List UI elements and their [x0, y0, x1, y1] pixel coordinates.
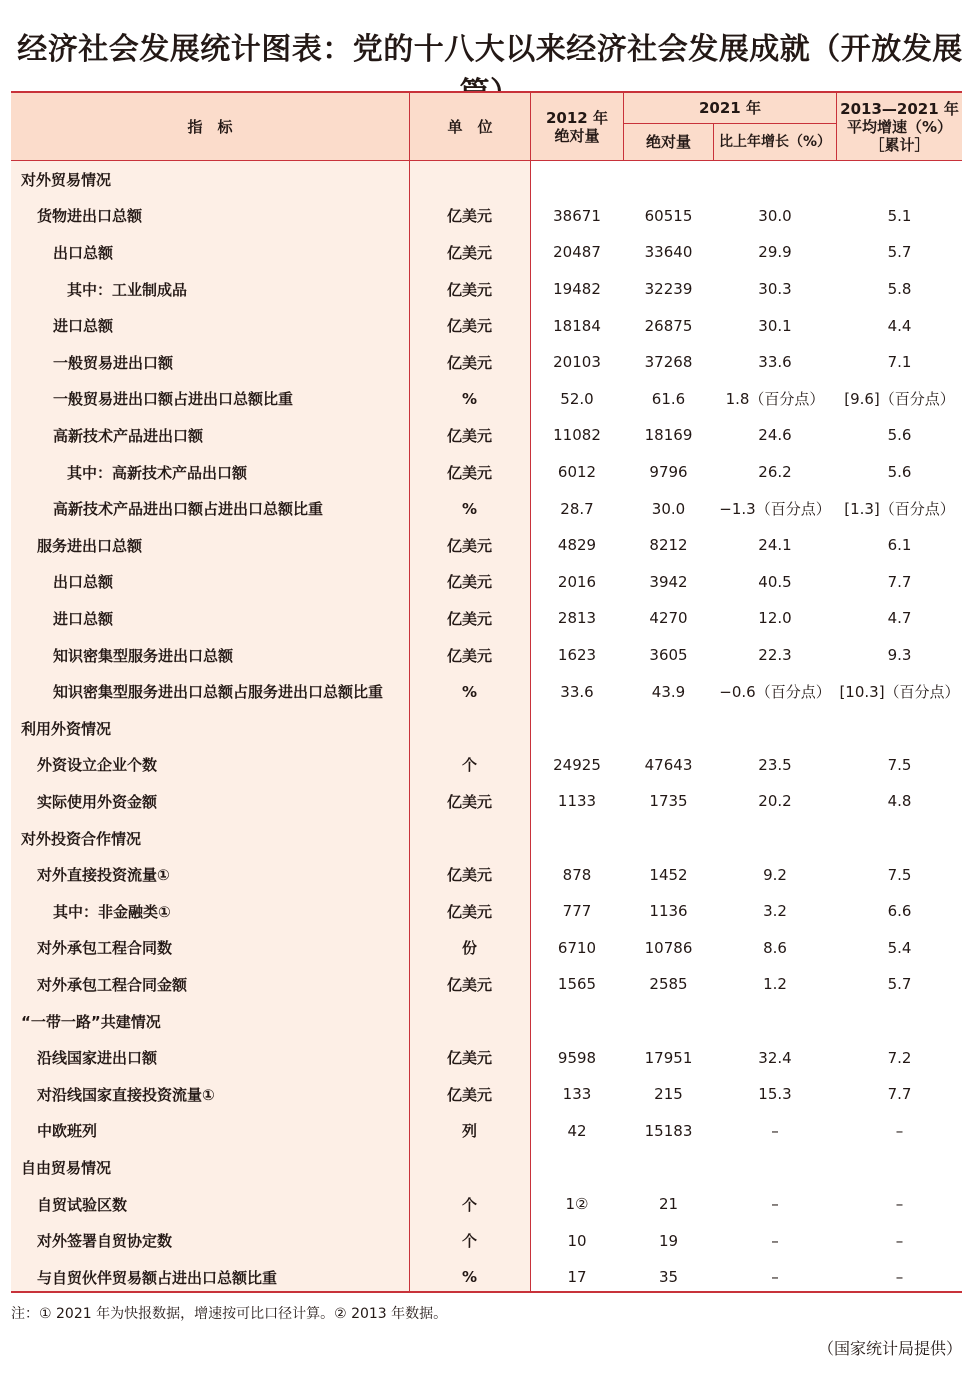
value-2012-cell	[531, 1149, 623, 1186]
value-2021-cell	[624, 820, 713, 857]
unit-cell	[409, 161, 530, 198]
growth-cell: 24.6	[758, 426, 792, 445]
avg-growth-cell: 5.6	[887, 426, 912, 445]
avg-growth-cell: –	[895, 1195, 904, 1214]
value-2012-cell: 10	[567, 1231, 587, 1250]
unit-cell	[409, 820, 530, 857]
indicator-cell: 货物进出口总额	[37, 207, 143, 226]
unit-cell: 亿美元	[446, 317, 492, 336]
unit-cell: 亿美元	[446, 463, 492, 482]
indicator-cell: 进口总额	[53, 609, 114, 628]
growth-cell	[714, 161, 836, 198]
growth-cell: 29.9	[758, 243, 792, 262]
growth-cell	[714, 710, 836, 747]
growth-cell: 1.8（百分点）	[725, 390, 825, 409]
source-credit: （国家统计局提供）	[817, 1339, 962, 1358]
header-unit: 单 位	[447, 117, 493, 136]
value-2021-cell: 8212	[649, 536, 688, 555]
unit-cell: 亿美元	[446, 609, 492, 628]
value-2021-cell: 4270	[649, 609, 688, 628]
value-2021-cell: 17951	[644, 1048, 693, 1067]
indicator-cell: 对外承包工程合同数	[37, 939, 173, 958]
table-row	[11, 381, 962, 418]
table-row	[11, 747, 962, 784]
growth-cell: 1.2	[763, 975, 787, 994]
value-2012-cell: 4829	[557, 536, 597, 555]
value-2012-cell: 33.6	[560, 682, 594, 701]
header-2012-abs: 绝对量	[554, 126, 600, 145]
unit-cell: %	[461, 389, 478, 408]
avg-growth-cell: [10.3]（百分点）	[839, 683, 960, 702]
growth-cell: −1.3（百分点）	[719, 500, 831, 519]
table-row	[11, 893, 962, 930]
unit-cell: %	[461, 1268, 478, 1287]
value-2021-cell: 215	[654, 1085, 683, 1104]
value-2021-cell	[624, 710, 713, 747]
table-row	[11, 271, 962, 308]
value-2021-cell: 1452	[649, 865, 688, 884]
growth-cell: –	[771, 1268, 779, 1287]
value-2021-cell: 1735	[649, 792, 688, 811]
header-avg-rate: 平均增速（%）	[846, 117, 953, 136]
growth-cell: 30.1	[758, 316, 792, 335]
avg-growth-cell: 5.1	[887, 206, 912, 225]
value-2021-cell: 19	[658, 1231, 679, 1250]
table-row	[11, 564, 962, 601]
indicator-cell: 实际使用外资金额	[37, 792, 158, 811]
table-row	[11, 1186, 962, 1223]
indicator-cell: 对外直接投资流量①	[37, 866, 170, 885]
unit-cell: 列	[461, 1122, 477, 1141]
indicator-cell: 自由贸易情况	[21, 1158, 112, 1177]
value-2012-cell: 1623	[557, 646, 597, 665]
unit-cell: 亿美元	[446, 353, 492, 372]
table-row	[11, 1149, 962, 1186]
indicator-cell: 外资设立企业个数	[37, 756, 158, 775]
avg-growth-cell: [1.3]（百分点）	[844, 500, 955, 519]
value-2021-cell: 33640	[644, 243, 693, 262]
unit-cell: 份	[461, 939, 477, 958]
value-2012-cell: 20487	[553, 243, 601, 262]
indicator-cell: 与自贸伙伴贸易额占进出口总额比重	[37, 1268, 278, 1287]
unit-cell: 亿美元	[446, 280, 492, 299]
indicator-cell: 一般贸易进出口额	[53, 353, 174, 372]
value-2012-cell: 9598	[557, 1048, 597, 1067]
table-row	[11, 966, 962, 1003]
avg-growth-cell: [9.6]（百分点）	[844, 390, 955, 409]
header-avg-years: 2013—2021 年	[840, 99, 959, 118]
value-2021-cell: 15183	[644, 1121, 693, 1140]
value-2021-cell: 35	[658, 1268, 679, 1287]
table-row	[11, 856, 962, 893]
indicator-cell: 一般贸易进出口额占进出口总额比重	[53, 390, 294, 409]
indicator-cell: 其中：高新技术产品出口额	[67, 463, 248, 482]
value-2012-cell: 133	[562, 1085, 592, 1104]
unit-cell: 个	[461, 1232, 477, 1251]
growth-cell: 12.0	[758, 609, 792, 628]
indicator-cell: 对外承包工程合同金额	[37, 975, 188, 994]
value-2021-cell: 60515	[644, 206, 693, 225]
avg-growth-cell: 7.2	[887, 1048, 912, 1067]
value-2021-cell	[624, 161, 713, 198]
unit-cell: 亿美元	[446, 536, 492, 555]
table-row	[11, 1113, 962, 1150]
avg-growth-cell: –	[895, 1231, 904, 1250]
growth-cell: 22.3	[758, 646, 792, 665]
indicator-cell: 对外贸易情况	[21, 170, 112, 189]
avg-growth-cell	[837, 1149, 962, 1186]
growth-cell: 30.3	[758, 280, 792, 299]
avg-growth-cell: 5.6	[887, 463, 912, 482]
growth-cell	[714, 820, 836, 857]
growth-cell: 33.6	[758, 353, 792, 372]
growth-cell: 30.0	[758, 206, 792, 225]
table-row	[11, 527, 962, 564]
growth-cell: –	[771, 1195, 779, 1214]
growth-cell: 24.1	[758, 536, 792, 555]
growth-cell: 32.4	[758, 1048, 792, 1067]
indicator-cell: 其中：工业制成品	[67, 280, 188, 299]
table-row	[11, 673, 962, 710]
header-2012	[531, 93, 623, 160]
avg-growth-cell: –	[895, 1121, 904, 1140]
header-avg	[837, 93, 962, 160]
indicator-cell: 利用外资情况	[21, 719, 112, 738]
indicator-cell: 沿线国家进出口额	[37, 1049, 158, 1068]
table-row	[11, 307, 962, 344]
value-2012-cell	[531, 1003, 623, 1040]
avg-growth-cell: 6.1	[887, 536, 912, 555]
value-2021-cell: 2585	[649, 975, 688, 994]
indicator-cell: 出口总额	[53, 573, 114, 592]
growth-cell: 8.6	[763, 938, 787, 957]
unit-cell: 亿美元	[446, 902, 492, 921]
value-2021-cell: 26875	[644, 316, 693, 335]
table-row	[11, 1076, 962, 1113]
growth-cell: −0.6（百分点）	[719, 683, 831, 702]
value-2012-cell: 878	[562, 865, 592, 884]
value-2021-cell: 9796	[649, 463, 688, 482]
avg-growth-cell: 7.5	[887, 755, 912, 774]
avg-growth-cell: 7.7	[887, 1085, 912, 1104]
table-row	[11, 820, 962, 857]
indicator-cell: 服务进出口总额	[37, 536, 143, 555]
unit-cell	[409, 1003, 530, 1040]
value-2012-cell: 2813	[557, 609, 597, 628]
value-2012-cell: 6012	[557, 463, 597, 482]
value-2021-cell: 21	[658, 1195, 679, 1214]
growth-cell: 15.3	[758, 1085, 792, 1104]
indicator-cell: 知识密集型服务进出口总额	[53, 646, 234, 665]
value-2012-cell: 19482	[553, 280, 601, 299]
header-2012-year: 2012 年	[546, 108, 608, 127]
value-2012-cell: 38671	[553, 206, 601, 225]
header-2021-abs: 绝对量	[645, 133, 691, 151]
indicator-cell: 中欧班列	[37, 1122, 98, 1141]
growth-cell	[714, 1149, 836, 1186]
avg-growth-cell: –	[895, 1268, 904, 1287]
value-2012-cell: 28.7	[560, 499, 594, 518]
indicator-cell: 对沿线国家直接投资流量①	[37, 1085, 215, 1104]
value-2012-cell	[531, 161, 623, 198]
indicator-cell: 对外投资合作情况	[21, 829, 142, 848]
indicator-cell: 进口总额	[53, 317, 114, 336]
header-avg-cumulative: ［累计］	[869, 135, 930, 154]
value-2021-cell	[624, 1003, 713, 1040]
avg-growth-cell	[837, 161, 962, 198]
table-row	[11, 161, 962, 198]
avg-growth-cell: 4.7	[887, 609, 912, 628]
indicator-cell: 自贸试验区数	[37, 1195, 128, 1214]
table-row	[11, 637, 962, 674]
statistics-table	[11, 91, 962, 1293]
growth-cell	[714, 1003, 836, 1040]
unit-cell: 亿美元	[446, 1085, 492, 1104]
unit-cell: 个	[461, 756, 477, 775]
table-row	[11, 710, 962, 747]
unit-cell: 亿美元	[446, 426, 492, 445]
avg-growth-cell	[837, 1003, 962, 1040]
value-2012-cell: 2016	[557, 572, 597, 591]
indicator-cell: 其中：非金融类①	[53, 902, 171, 921]
indicator-cell: 出口总额	[53, 243, 114, 262]
growth-cell: 20.2	[758, 792, 792, 811]
growth-cell: 26.2	[758, 463, 792, 482]
avg-growth-cell: 4.8	[887, 792, 912, 811]
indicator-cell: 高新技术产品进出口额占进出口总额比重	[53, 500, 324, 519]
unit-cell: 亿美元	[446, 573, 492, 592]
avg-growth-cell: 7.1	[887, 353, 912, 372]
value-2012-cell: 1133	[557, 792, 597, 811]
avg-growth-cell: 9.3	[887, 646, 912, 665]
growth-cell: 3.2	[763, 902, 787, 921]
header-2021: 2021 年	[699, 99, 761, 117]
avg-growth-cell: 5.4	[887, 938, 912, 957]
growth-cell: 40.5	[758, 572, 792, 591]
avg-growth-cell: 7.7	[887, 572, 912, 591]
unit-cell: 亿美元	[446, 792, 492, 811]
table-row	[11, 417, 962, 454]
value-2012-cell: 11082	[553, 426, 601, 445]
unit-cell: 亿美元	[446, 243, 492, 262]
table-row	[11, 1003, 962, 1040]
value-2012-cell	[531, 710, 623, 747]
value-2012-cell: 24925	[553, 755, 601, 774]
unit-cell: 亿美元	[446, 207, 492, 226]
page-title: 经济社会发展统计图表：党的十八大以来经济社会发展成就（开放发展	[17, 32, 963, 67]
value-2012-cell: 20103	[553, 353, 601, 372]
indicator-cell: “一带一路”共建情况	[21, 1012, 161, 1031]
value-2021-cell: 32239	[644, 280, 693, 299]
table-row	[11, 198, 962, 235]
unit-cell: 亿美元	[446, 866, 492, 885]
header-indicator: 指 标	[187, 117, 233, 136]
avg-growth-cell: 4.4	[887, 316, 912, 335]
avg-growth-cell: 5.7	[887, 243, 912, 262]
value-2012-cell: 777	[562, 902, 592, 921]
table-row	[11, 1259, 962, 1296]
table-row	[11, 1039, 962, 1076]
header-2021-growth: 比上年增长（%）	[718, 134, 832, 150]
unit-cell: %	[461, 682, 478, 701]
indicator-cell: 高新技术产品进出口额	[53, 426, 204, 445]
table-row	[11, 600, 962, 637]
value-2012-cell: 17	[567, 1268, 587, 1287]
value-2021-cell: 3605	[649, 646, 688, 665]
value-2021-cell	[624, 1149, 713, 1186]
value-2021-cell: 18169	[644, 426, 693, 445]
indicator-cell: 对外签署自贸协定数	[37, 1232, 173, 1251]
avg-growth-cell: 7.5	[887, 865, 912, 884]
unit-cell: 亿美元	[446, 975, 492, 994]
table-row	[11, 234, 962, 271]
avg-growth-cell: 6.6	[887, 902, 912, 921]
footnote: 注：① 2021 年为快报数据，增速按可比口径计算。② 2013 年数据。	[11, 1306, 448, 1322]
value-2012-cell: 18184	[553, 316, 601, 335]
avg-growth-cell	[837, 820, 962, 857]
unit-cell: 个	[461, 1195, 477, 1214]
unit-cell: 亿美元	[446, 1049, 492, 1068]
value-2021-cell: 3942	[649, 572, 688, 591]
table-row	[11, 490, 962, 527]
value-2012-cell	[531, 820, 623, 857]
value-2021-cell: 37268	[644, 353, 693, 372]
table-row	[11, 454, 962, 491]
table-row	[11, 783, 962, 820]
unit-cell	[409, 1149, 530, 1186]
value-2012-cell: 1②	[565, 1195, 589, 1214]
value-2012-cell: 52.0	[560, 389, 594, 408]
unit-cell	[409, 710, 530, 747]
growth-cell: –	[771, 1231, 779, 1250]
value-2021-cell: 30.0	[651, 499, 686, 518]
table-row	[11, 1222, 962, 1259]
value-2021-cell: 1136	[649, 902, 688, 921]
value-2012-cell: 6710	[557, 938, 597, 957]
growth-cell: 23.5	[758, 755, 792, 774]
table-row	[11, 930, 962, 967]
avg-growth-cell: 5.7	[887, 975, 912, 994]
value-2021-cell: 47643	[644, 755, 693, 774]
table-row	[11, 344, 962, 381]
avg-growth-cell	[837, 710, 962, 747]
unit-cell: %	[461, 499, 478, 518]
indicator-cell: 知识密集型服务进出口总额占服务进出口总额比重	[53, 683, 384, 702]
value-2021-cell: 10786	[644, 938, 693, 957]
growth-cell: 9.2	[763, 865, 787, 884]
unit-cell: 亿美元	[446, 646, 492, 665]
value-2012-cell: 42	[567, 1121, 587, 1140]
growth-cell: –	[771, 1121, 779, 1140]
value-2021-cell: 43.9	[651, 682, 686, 701]
avg-growth-cell: 5.8	[887, 280, 912, 299]
value-2021-cell: 61.6	[651, 389, 686, 408]
value-2012-cell: 1565	[557, 975, 597, 994]
